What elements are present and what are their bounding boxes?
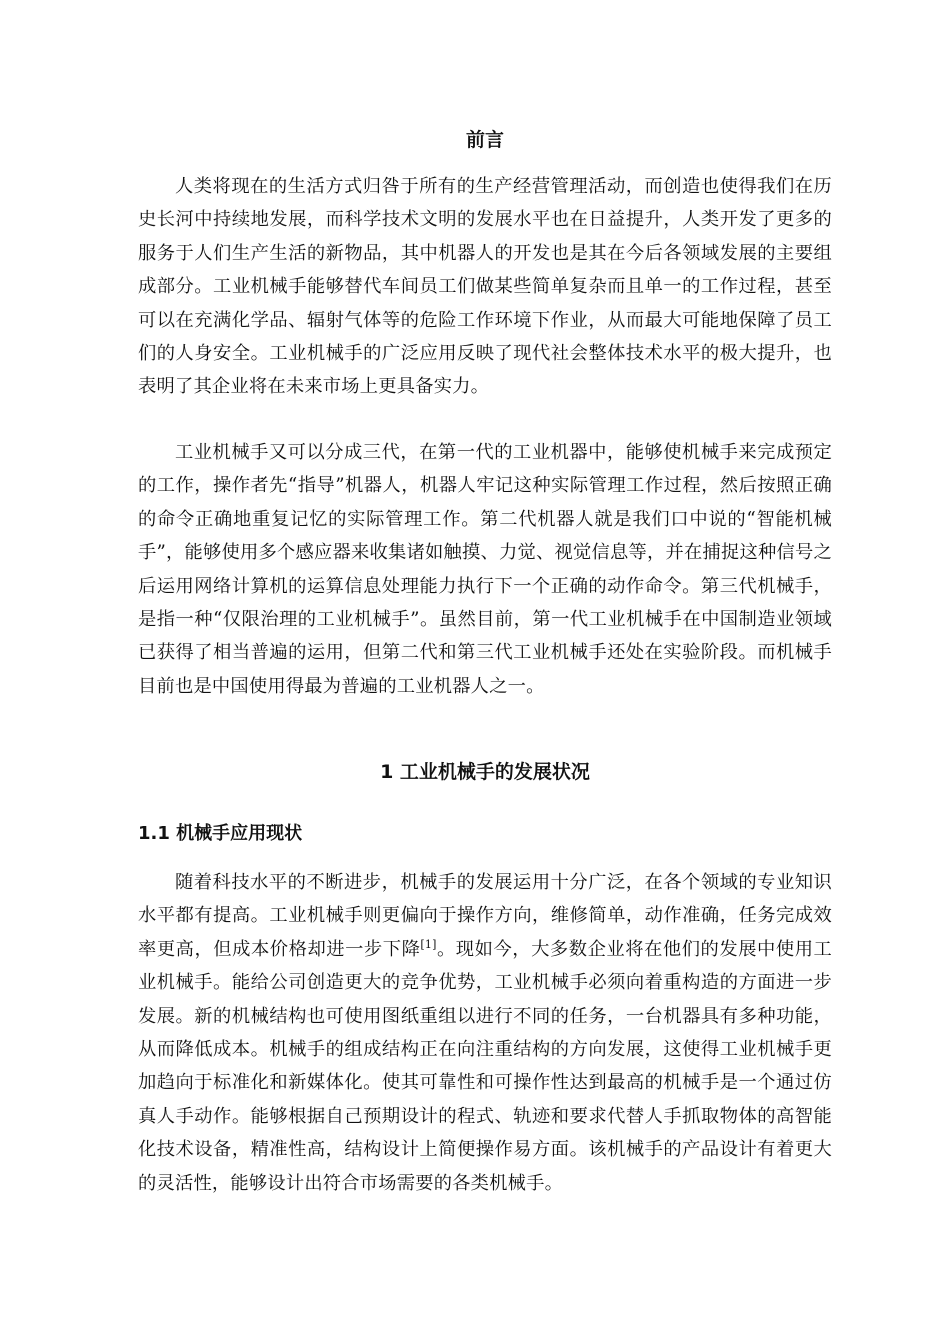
citation-reference[interactable]: [1] (420, 937, 437, 951)
preface-title: 前言 (465, 129, 504, 151)
subsection-1-1-paragraph (138, 866, 832, 1200)
paragraph-text-after-citation: 。现如今，大多数企业将在他们的发展中使用工业机械手。能给公司创造更大的竞争优势，工业机械手必须向着重构造的方面进一步发展。新的机械结构也可使用图纸重组以进行不同的任务，一台机器具有多种功能，从而降低成本。机械手的组成结构正在向注重结构的方向发展，这使得工业机械手更加趋向于标准化和新媒体化。使其可靠性和可操作性达到最高的机械手是一个通过仿真人手动作。能够根据自己预期设计的程式、轨迹和要求代替人手抓取物体的高智能化技术设备，精准性高，结构设计上简便操作易方面。该机械手的产品设计有着更大的灵活性，能够设计出符合市场需要的各类机械手。 (138, 938, 832, 1194)
paragraph-text-before-citation: 随着科技水平的不断进步，机械手的发展运用十分广泛，在各个领域的专业知识水平都有提高。工业机械手则更偏向于操作方向，维修简单，动作准确，任务完成效率更高，但成本价格却进一步下降 (138, 872, 832, 960)
section-1-title: 1 工业机械手的发展状况 (380, 761, 590, 783)
intro-paragraph-2: 工业机械手又可以分成三代，在第一代的工业机器中，能够使机械手来完成预定的工作，操作者先“指导”机器人，机器人牢记这种实际管理工作过程，然后按照正确的命令正确地重复记忆的实际管理工作。第二代机器人就是我们口中说的“智能机械手”，能够使用多个感应器来收集诸如触摸、力觉、视觉信息等，并在捕捉这种信号之后运用网络计算机的运算信息处理能力执行下一个正确的动作命令。第三代机械手，是指一种“仅限治理的工业机械手”。虽然目前，第一代工业机械手在中国制造业领域已获得了相当普遍的运用，但第二代和第三代工业机械手还处在实验阶段。而机械手目前也是中国使用得最为普遍的工业机器人之一。 (138, 442, 832, 697)
intro-paragraph-1: 人类将现在的生活方式归咎于所有的生产经营管理活动，而创造也使得我们在历史长河中持续地发展，而科学技术文明的发展水平也在日益提升，人类开发了更多的服务于人们生产生活的新物品，其中机器人的开发也是其在今后各领域发展的主要组成部分。工业机械手能够替代车间员工们做某些简单复杂而且单一的工作过程，甚至可以在充满化学品、辐射气体等的危险工作环境下作业，从而最大可能地保障了员工们的人身安全。工业机械手的广泛应用反映了现代社会整体技术水平的极大提升，也表明了其企业将在未来市场上更具备实力。 (138, 176, 832, 398)
subsection-1-1-title: 1.1 机械手应用现状 (138, 823, 303, 844)
